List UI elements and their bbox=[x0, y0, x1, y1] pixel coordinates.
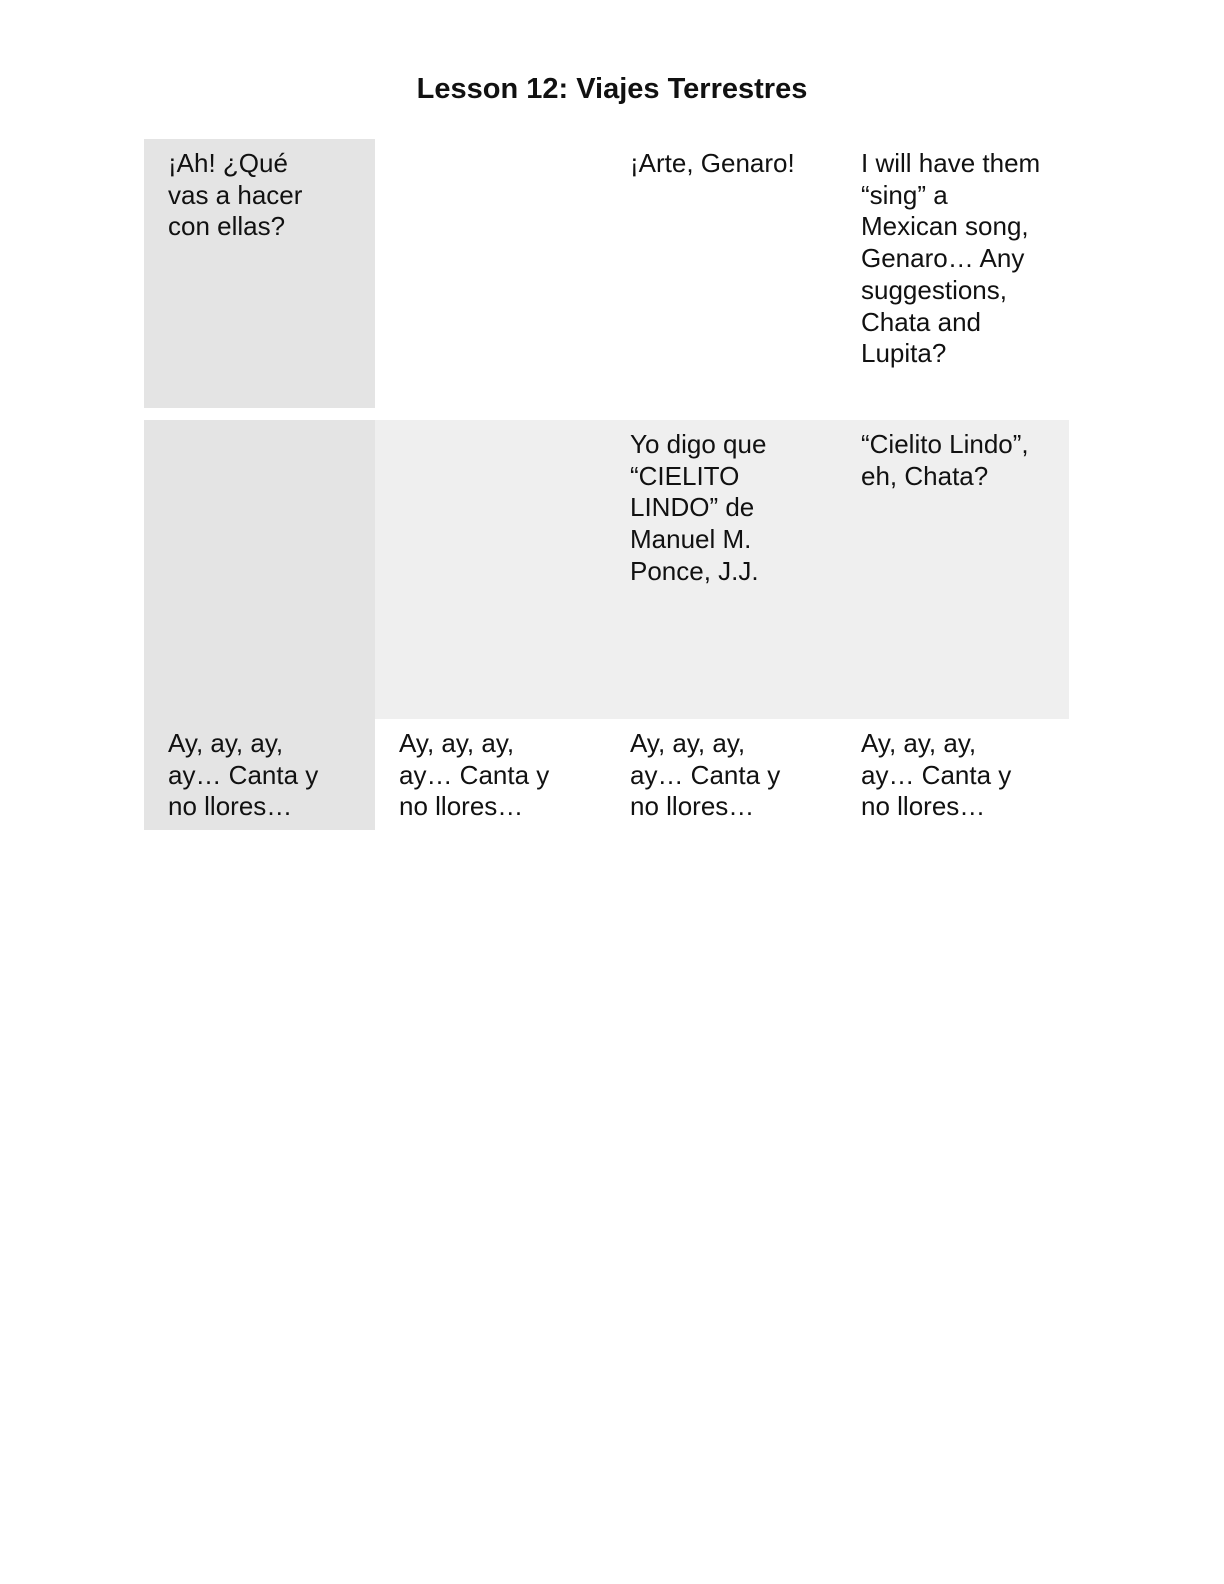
table-cell-r3-c2 bbox=[375, 719, 606, 830]
table-cell-r3-c3 bbox=[606, 719, 837, 830]
row-separator bbox=[606, 408, 837, 420]
cell-text: I will have them “sing” a Mexican song, Genaro… Any suggestions, Chata and Lupita? bbox=[861, 148, 1041, 369]
table-cell-r2-c3 bbox=[606, 420, 837, 719]
table-cell-r1-c1 bbox=[144, 139, 375, 408]
cell-text: Ay, ay, ay, ay… Canta y no llores… bbox=[630, 728, 781, 822]
table-cell-r2-c4 bbox=[837, 420, 1069, 719]
row-separator bbox=[144, 408, 375, 420]
cell-text: ¡Arte, Genaro! bbox=[630, 148, 795, 178]
table-cell-r1-c3 bbox=[606, 139, 837, 408]
cell-text: Ay, ay, ay, ay… Canta y no llores… bbox=[168, 728, 319, 822]
cell-text: “Cielito Lindo”, eh, Chata? bbox=[861, 429, 1029, 491]
cell-text: ¡Ah! ¿Qué vas a hacer con ellas? bbox=[168, 148, 303, 242]
table-cell-r2-c2 bbox=[375, 420, 606, 719]
page-title: Lesson 12: Viajes Terrestres bbox=[416, 73, 808, 105]
table-cell-r3-c4 bbox=[837, 719, 1069, 830]
row-separator bbox=[837, 408, 1069, 420]
dialogue-table bbox=[144, 139, 1069, 830]
row-separator bbox=[375, 408, 606, 420]
cell-text: Yo digo que “CIELITO LINDO” de Manuel M. Ponce, J.J. bbox=[630, 429, 767, 586]
table-cell-r1-c4 bbox=[837, 139, 1069, 408]
table-cell-r3-c1 bbox=[144, 719, 375, 830]
cell-text: Ay, ay, ay, ay… Canta y no llores… bbox=[861, 728, 1012, 822]
table-cell-r2-c1 bbox=[144, 420, 375, 719]
cell-text: Ay, ay, ay, ay… Canta y no llores… bbox=[399, 728, 550, 822]
table-cell-r1-c2 bbox=[375, 139, 606, 408]
